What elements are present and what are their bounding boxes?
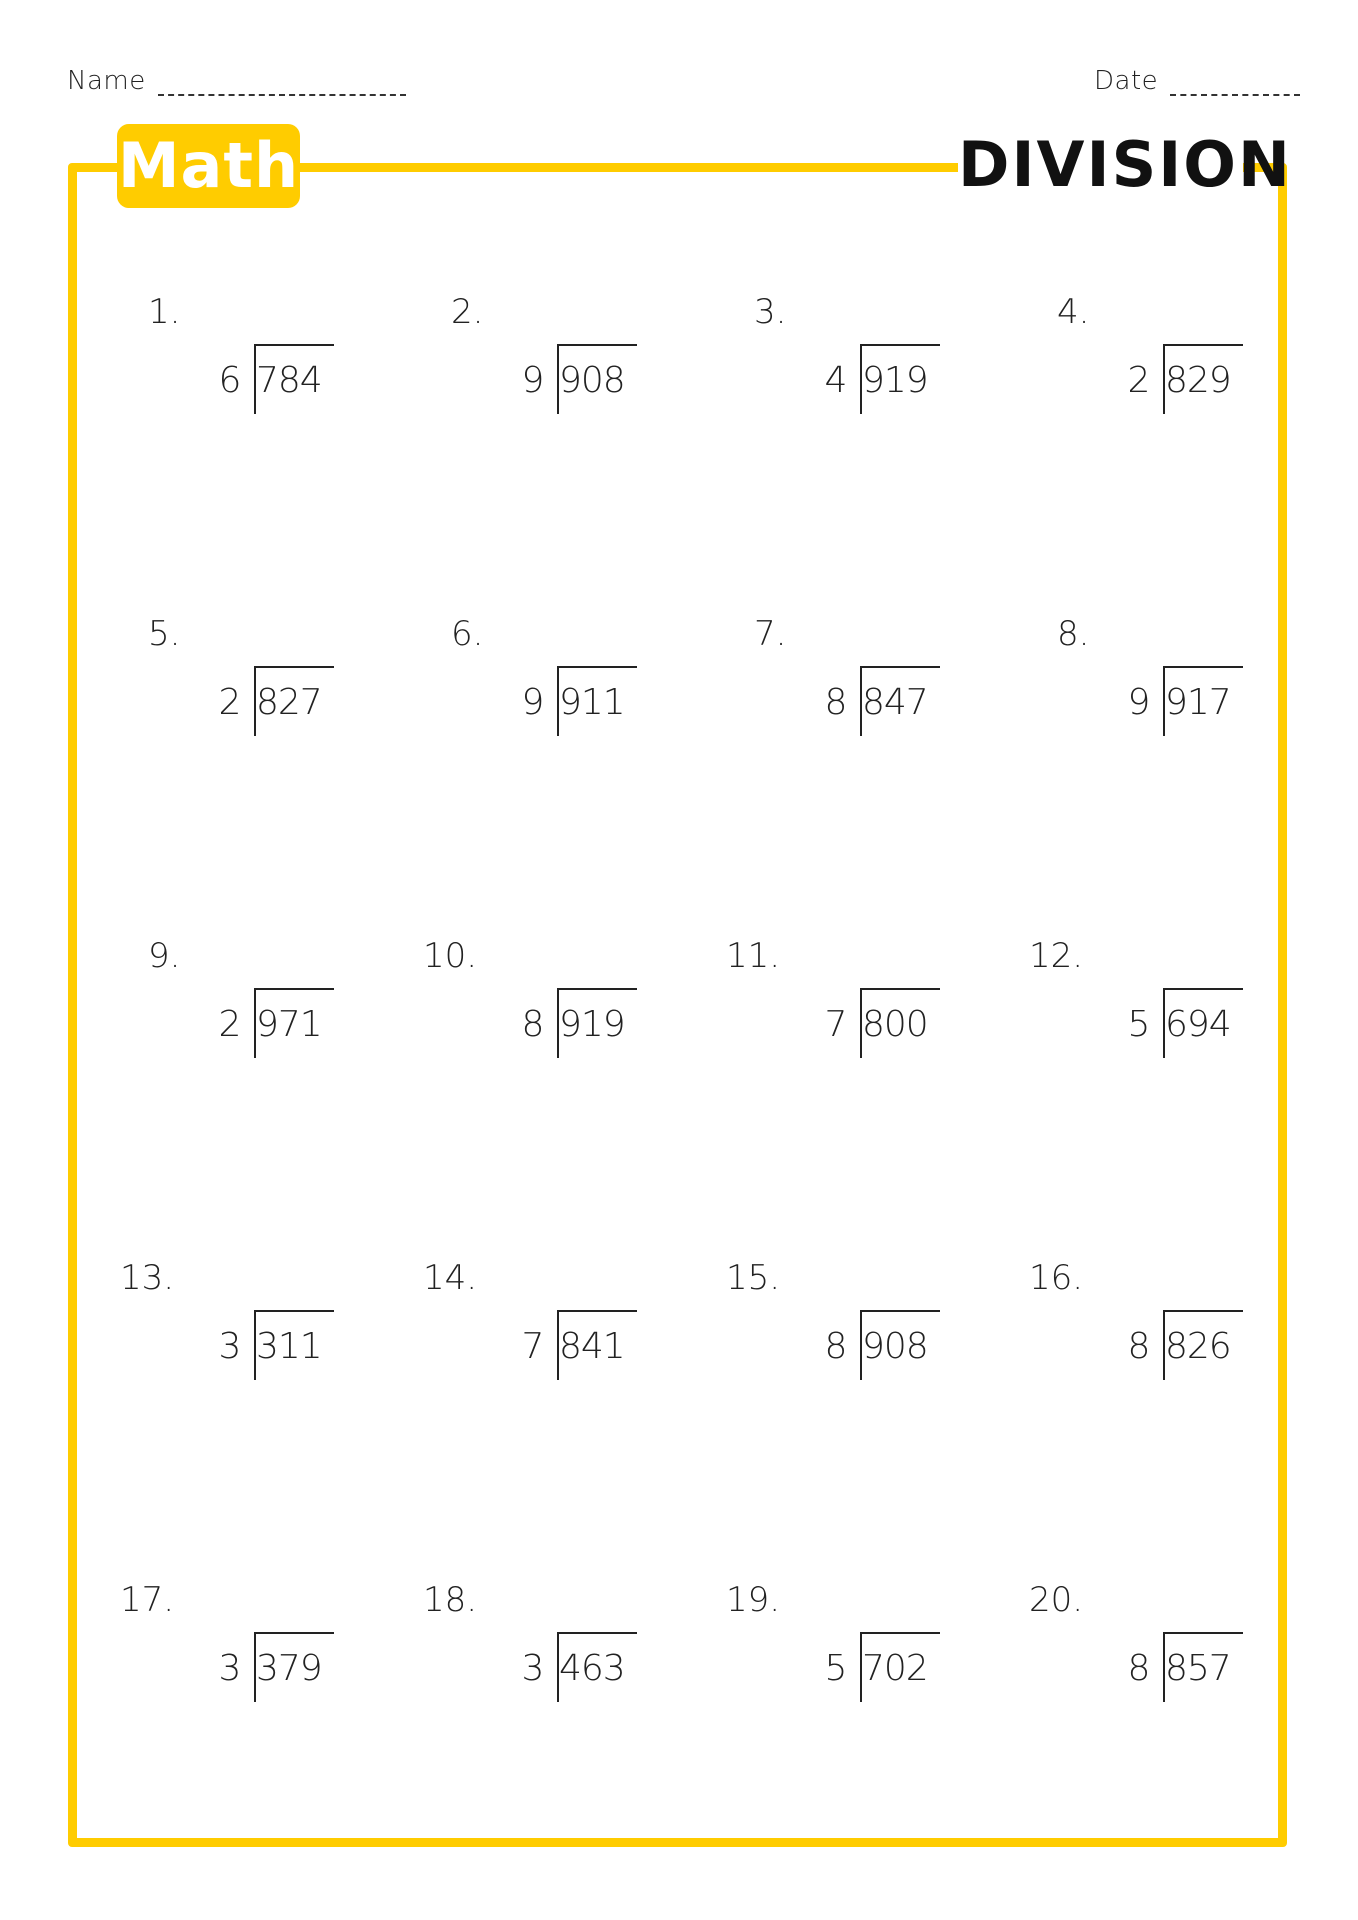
dividend: 379 <box>256 1648 322 1689</box>
dividend: 311 <box>256 1326 322 1367</box>
division-problem <box>451 292 751 492</box>
division-problem <box>726 1580 1054 1780</box>
division-problem <box>726 936 1054 1136</box>
problem-number: 9. <box>148 936 181 976</box>
division-problem <box>120 1580 448 1780</box>
divisor: 9 <box>521 682 545 723</box>
dividend: 694 <box>1165 1004 1231 1045</box>
problem-number: 4. <box>1057 292 1090 332</box>
divisor: 9 <box>521 360 545 401</box>
name-line[interactable] <box>158 70 406 96</box>
division-problem <box>148 936 448 1136</box>
divisor: 7 <box>824 1004 848 1045</box>
divisor: 7 <box>521 1326 545 1367</box>
problem-number: 12. <box>1029 936 1084 976</box>
divisor: 5 <box>1127 1004 1151 1045</box>
divisor: 6 <box>218 360 242 401</box>
problem-number: 7. <box>754 614 787 654</box>
division-problem <box>423 1580 751 1780</box>
date-line[interactable] <box>1170 70 1300 96</box>
divisor: 8 <box>521 1004 545 1045</box>
dividend: 826 <box>1165 1326 1231 1367</box>
division-problem <box>1029 1258 1357 1458</box>
problem-number: 6. <box>451 614 484 654</box>
dividend: 919 <box>559 1004 625 1045</box>
divisor: 2 <box>218 1004 242 1045</box>
division-problem <box>148 292 448 492</box>
division-problem <box>1029 936 1357 1136</box>
divisor: 5 <box>824 1648 848 1689</box>
dividend: 857 <box>1165 1648 1231 1689</box>
division-problem <box>1057 292 1357 492</box>
problem-number: 5. <box>148 614 181 654</box>
problem-number: 1. <box>148 292 181 332</box>
math-badge: Math <box>117 124 300 208</box>
division-problem <box>1057 614 1357 814</box>
dividend: 908 <box>862 1326 928 1367</box>
dividend: 911 <box>559 682 625 723</box>
problem-number: 19. <box>726 1580 781 1620</box>
divisor: 3 <box>218 1648 242 1689</box>
divisor: 3 <box>521 1648 545 1689</box>
division-problem <box>423 1258 751 1458</box>
dividend: 919 <box>862 360 928 401</box>
problem-number: 3. <box>754 292 787 332</box>
dividend: 908 <box>559 360 625 401</box>
divisor: 3 <box>218 1326 242 1367</box>
divisor: 2 <box>218 682 242 723</box>
divisor: 8 <box>1127 1326 1151 1367</box>
divisor: 2 <box>1127 360 1151 401</box>
division-problem <box>1029 1580 1357 1780</box>
dividend: 702 <box>862 1648 928 1689</box>
problem-number: 11. <box>726 936 781 976</box>
problem-number: 13. <box>120 1258 175 1298</box>
dividend: 917 <box>1165 682 1231 723</box>
division-problem <box>754 292 1054 492</box>
problem-number: 20. <box>1029 1580 1084 1620</box>
problem-number: 16. <box>1029 1258 1084 1298</box>
dividend: 847 <box>862 682 928 723</box>
dividend: 800 <box>862 1004 928 1045</box>
page-title: DIVISION <box>958 128 1292 201</box>
dividend: 971 <box>256 1004 322 1045</box>
dividend: 829 <box>1165 360 1231 401</box>
divisor: 8 <box>824 1326 848 1367</box>
problem-number: 2. <box>451 292 484 332</box>
problem-number: 14. <box>423 1258 478 1298</box>
problem-number: 8. <box>1057 614 1090 654</box>
division-problem <box>120 1258 448 1458</box>
problem-number: 10. <box>423 936 478 976</box>
divisor: 8 <box>1127 1648 1151 1689</box>
division-problem <box>423 936 751 1136</box>
divisor: 9 <box>1127 682 1151 723</box>
divisor: 4 <box>824 360 848 401</box>
dividend: 784 <box>256 360 322 401</box>
problem-number: 15. <box>726 1258 781 1298</box>
dividend: 841 <box>559 1326 625 1367</box>
dividend: 463 <box>559 1648 625 1689</box>
name-field[interactable] <box>67 66 406 96</box>
divisor: 8 <box>824 682 848 723</box>
division-problem <box>754 614 1054 814</box>
division-problem <box>148 614 448 814</box>
dividend: 827 <box>256 682 322 723</box>
division-problem <box>726 1258 1054 1458</box>
date-field[interactable] <box>1094 66 1300 96</box>
problem-number: 17. <box>120 1580 175 1620</box>
problem-number: 18. <box>423 1580 478 1620</box>
division-problem <box>451 614 751 814</box>
name-label: Name <box>67 66 146 96</box>
date-label: Date <box>1094 66 1159 96</box>
